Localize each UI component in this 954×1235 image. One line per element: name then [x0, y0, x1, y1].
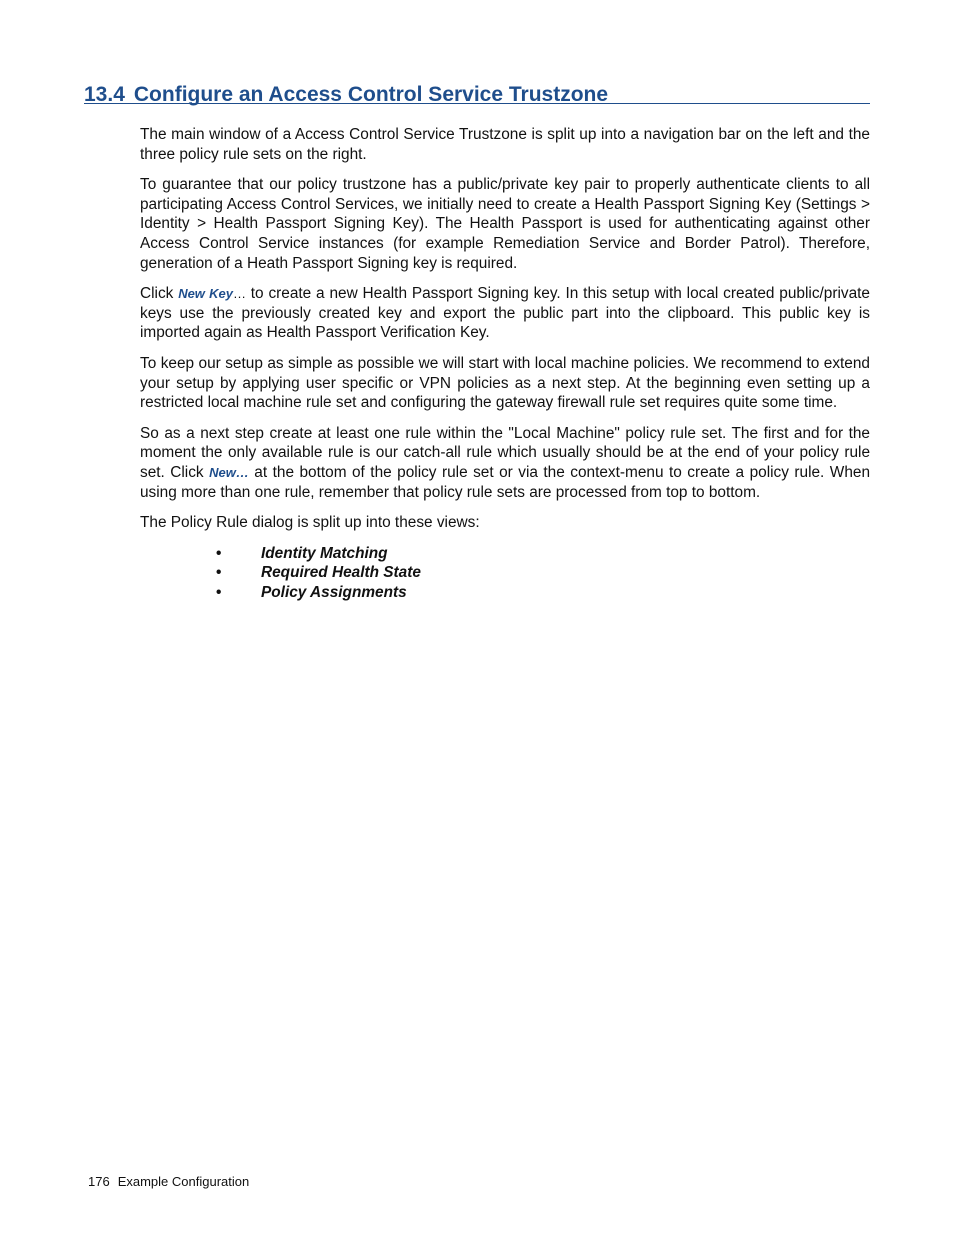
paragraph-dialog-views: The Policy Rule dialog is split up into these views:	[140, 514, 480, 532]
list-item	[140, 583, 870, 603]
section-title: Configure an Access Control Service Trustzone	[133, 83, 609, 106]
paragraph-main-window: The main window of a Access Control Service Trustzone is split up into a navigation bar on the left and the three policy rule sets on the right.	[140, 126, 870, 163]
bullet-marker: •	[216, 544, 222, 562]
local-machine-intro: So as a next step create at least one rule within the "Local Machine" policy rule set. The first and for the moment the only available rule is our catch-all rule which usually should be at the end of your policy rule set. Click	[140, 424, 870, 481]
bullet-marker: •	[216, 564, 222, 582]
paragraph-setup-simple: To keep our setup as simple as possible we will start with local machine policies. We recommend to extend your setup by applying user specific or VPN policies as a next step. At the beginning even setting up a restricted local machine rule set and configuring the gateway firewall rule set requires quite some time.	[140, 354, 870, 412]
bullet-marker: •	[216, 583, 222, 601]
heading-text	[84, 83, 608, 106]
paragraph-new-key	[140, 284, 870, 343]
list-item-label: Required Health State	[261, 564, 421, 582]
section-number: 13.4	[84, 83, 125, 106]
paragraph-local-machine-rule	[140, 424, 870, 502]
new-key-rest: to create a new Health Passport Signing key. In this setup with local created public/private keys use the previously created key and export the public part into the clipboard. This public key is imported again as Health Passport Verification Key.	[140, 285, 870, 342]
dialog-views-list	[140, 544, 870, 603]
local-machine-rest: at the bottom of the policy rule set or via the context-menu to create a policy rule. When using more than one rule, remember that policy rule sets are processed from top to bottom.	[140, 463, 871, 501]
new-key-ellipsis: …	[232, 286, 246, 302]
new-key-intro: Click	[140, 285, 179, 303]
new-rule-ui-label: New…	[209, 464, 249, 480]
list-item	[140, 544, 870, 564]
body-text	[140, 125, 870, 602]
chapter-name: Example Configuration	[117, 1174, 250, 1189]
paragraph-signing-key: To guarantee that our policy trustzone has a public/private key pair to properly authenticate clients to all participating Access Control Services, we initially need to create a Health Passport Signing Key (Settings > Identity > Health Passport Signing Key). The Health Passport is used for authenticating against other Access Control Service instances (for example Remediation Service and Border Patrol). Therefore, generation of a Heath Passport Signing key is required.	[140, 176, 870, 272]
page-footer	[88, 1173, 249, 1191]
list-item-label: Policy Assignments	[261, 583, 407, 601]
page-number: 176	[88, 1174, 110, 1189]
list-item	[140, 563, 870, 583]
list-item-label: Identity Matching	[261, 544, 388, 562]
section-heading	[84, 72, 870, 104]
new-key-ui-label: New Key	[178, 286, 233, 302]
